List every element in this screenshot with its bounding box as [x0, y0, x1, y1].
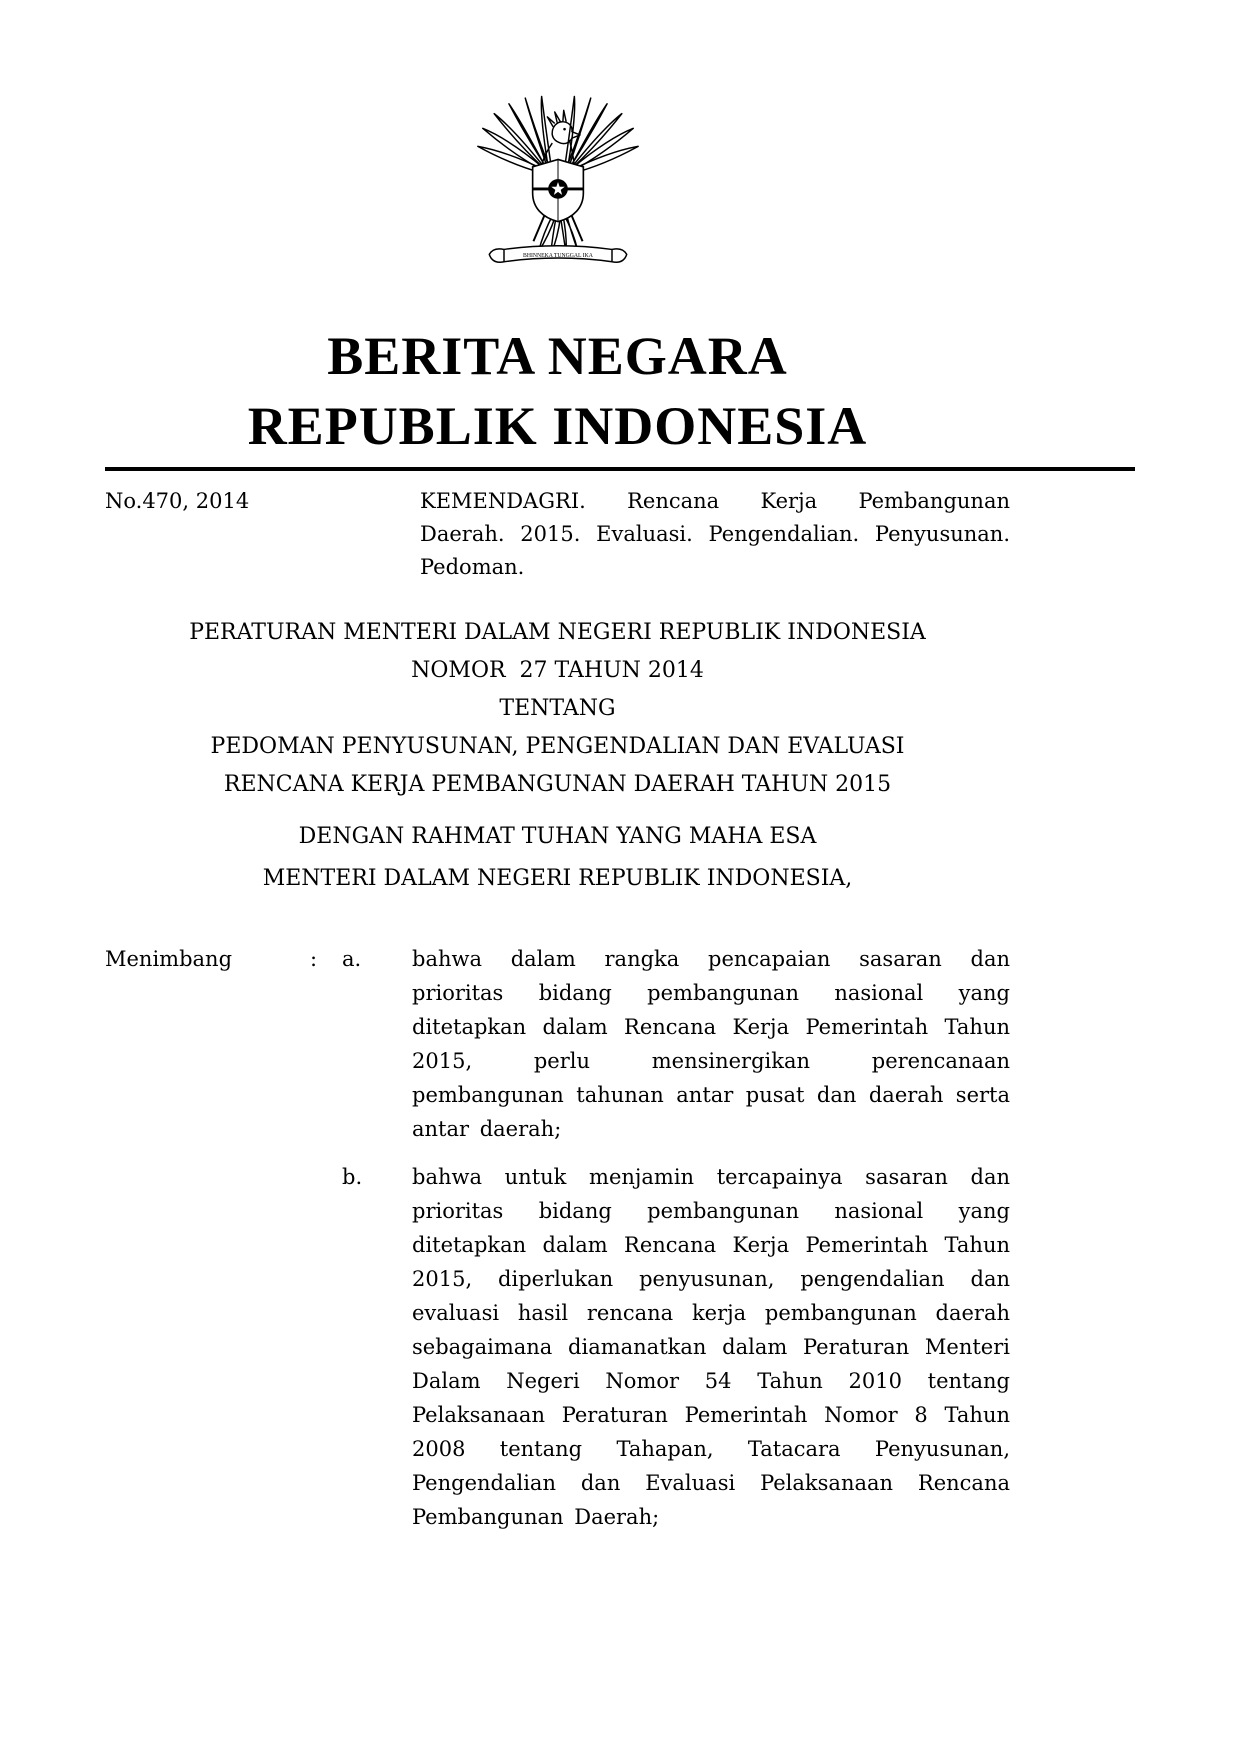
consideration-item-a	[342, 942, 1010, 1146]
considerations-section	[105, 942, 1010, 1534]
regulation-title-block	[105, 614, 1010, 804]
garuda-emblem-drawing	[468, 85, 648, 283]
subject-abstract: KEMENDAGRI. Rencana Kerja Pembangunan Daerah. 2015. Evaluasi. Pengendalian. Penyusunan. Pedoman.	[420, 489, 1010, 579]
regulation-title-line-1: PERATURAN MENTERI DALAM NEGERI REPUBLIK INDONESIA	[189, 620, 926, 645]
considerations-items	[342, 942, 1010, 1534]
considerations-colon: :	[310, 947, 318, 971]
garuda-pancasila-emblem	[468, 85, 648, 283]
considerations-label: Menimbang	[105, 947, 233, 971]
consideration-marker-b: b.	[342, 1165, 363, 1189]
regulation-title-line-5: RENCANA KERJA PEMBANGUNAN DAERAH TAHUN 2015	[223, 772, 892, 797]
consideration-text-b: bahwa untuk menjamin tercapainya sasaran dan prioritas bidang pembangunan nasional yang ditetapkan dalam Rencana Kerja Pemerintah Tahun 2015, diperlukan penyusunan, pengendalian dan evaluasi hasil rencana kerja pembangunan daerah sebagaimana diamanatkan dalam Peraturan Menteri Dalam Negeri Nomor 54 Tahun 2010 tentang Pelaksanaan Peraturan Pemerintah Nomor 8 Tahun 2008 tentang Tahapan, Tatacara Penyusunan, Pengendalian dan Evaluasi Pelaksanaan Rencana Pembangunan Daerah;	[412, 1165, 1010, 1529]
masthead-line-2: REPUBLIK INDONESIA	[247, 396, 868, 456]
emblem-motto: BHINNEKA TUNGGAL IKA	[522, 252, 593, 259]
gazette-header-row	[105, 485, 1010, 584]
regulation-title-line-4: PEDOMAN PENYUSUNAN, PENGENDALIAN DAN EVALUASI	[210, 734, 905, 759]
consideration-item-b	[342, 1160, 1010, 1534]
masthead-line-1: BERITA NEGARA	[327, 326, 788, 386]
pancasila-shield	[532, 159, 583, 221]
invocation-block	[105, 816, 1010, 900]
gazette-page	[105, 0, 1010, 1534]
consideration-marker-a: a.	[342, 947, 362, 971]
regulation-title-line-2: NOMOR 27 TAHUN 2014	[411, 658, 704, 683]
regulation-title-line-3: TENTANG	[499, 696, 616, 721]
invocation-line: DENGAN RAHMAT TUHAN YANG MAHA ESA	[298, 824, 817, 849]
gazette-number: No.470, 2014	[105, 489, 250, 513]
authority-line: MENTERI DALAM NEGERI REPUBLIK INDONESIA,	[262, 866, 853, 891]
consideration-text-a: bahwa dalam rangka pencapaian sasaran dan prioritas bidang pembangunan nasional yang ditetapkan dalam Rencana Kerja Pemerintah Tahun 2015, perlu mensinergikan perencanaan pembangunan tahunan antar pusat dan daerah serta antar daerah;	[412, 947, 1010, 1141]
gazette-masthead	[105, 321, 1010, 461]
masthead-divider	[105, 467, 1135, 471]
